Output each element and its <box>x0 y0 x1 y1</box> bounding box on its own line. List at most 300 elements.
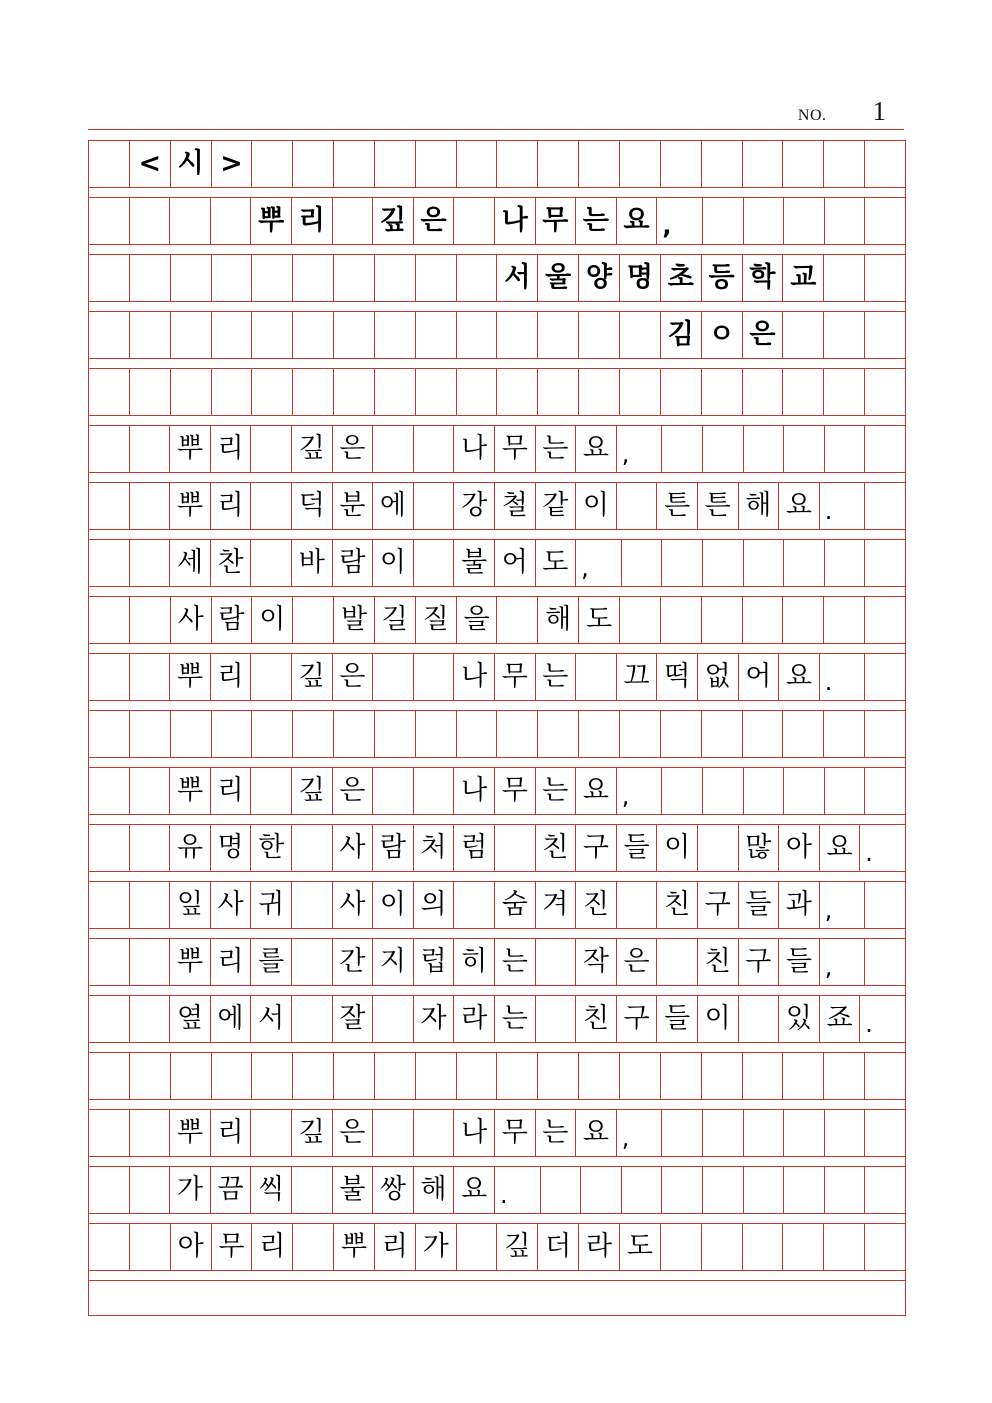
manuscript-cell[interactable] <box>662 540 703 586</box>
manuscript-cell[interactable] <box>416 255 457 301</box>
manuscript-cell[interactable]: 은 <box>333 1110 374 1156</box>
manuscript-cell[interactable] <box>252 1053 293 1099</box>
manuscript-cell[interactable] <box>293 1053 334 1099</box>
manuscript-cell[interactable]: 서 <box>251 996 292 1042</box>
manuscript-cell[interactable]: . <box>820 654 866 700</box>
manuscript-cell[interactable]: 히 <box>454 939 495 985</box>
manuscript-cell[interactable] <box>251 540 292 586</box>
manuscript-cell[interactable]: 이 <box>698 996 739 1042</box>
manuscript-cell[interactable] <box>171 711 212 757</box>
manuscript-cell[interactable] <box>497 711 538 757</box>
manuscript-cell[interactable] <box>620 141 661 187</box>
manuscript-cell[interactable]: 사 <box>333 882 374 928</box>
manuscript-cell[interactable]: 많 <box>739 825 780 871</box>
manuscript-cell[interactable] <box>743 369 784 415</box>
manuscript-cell[interactable]: , <box>617 426 663 472</box>
manuscript-cell[interactable] <box>130 426 171 472</box>
manuscript-cell[interactable] <box>293 369 334 415</box>
manuscript-cell[interactable]: 는 <box>536 426 577 472</box>
manuscript-cell[interactable]: 이 <box>252 597 293 643</box>
manuscript-cell[interactable] <box>130 1224 171 1270</box>
manuscript-cell[interactable] <box>783 1224 824 1270</box>
manuscript-cell[interactable]: 구 <box>698 882 739 928</box>
manuscript-cell[interactable] <box>865 540 905 586</box>
manuscript-cell[interactable] <box>865 768 905 814</box>
manuscript-cell[interactable]: 요 <box>779 483 820 529</box>
manuscript-cell[interactable]: 무 <box>495 768 536 814</box>
manuscript-cell[interactable]: 을 <box>457 597 498 643</box>
manuscript-cell[interactable]: 에 <box>373 483 414 529</box>
manuscript-cell[interactable] <box>702 1053 743 1099</box>
manuscript-cell[interactable] <box>89 654 130 700</box>
manuscript-cell[interactable] <box>251 654 292 700</box>
manuscript-cell[interactable]: 해 <box>414 1167 455 1213</box>
manuscript-cell[interactable]: 불 <box>454 540 495 586</box>
manuscript-cell[interactable] <box>865 426 905 472</box>
manuscript-cell[interactable] <box>865 1110 905 1156</box>
manuscript-cell[interactable] <box>783 141 824 187</box>
manuscript-cell[interactable] <box>416 312 457 358</box>
manuscript-cell[interactable] <box>130 1053 171 1099</box>
manuscript-cell[interactable] <box>130 483 171 529</box>
manuscript-cell[interactable] <box>824 369 865 415</box>
manuscript-cell[interactable] <box>375 711 416 757</box>
manuscript-cell[interactable] <box>89 1110 130 1156</box>
manuscript-cell[interactable] <box>130 597 171 643</box>
manuscript-cell[interactable] <box>865 882 905 928</box>
manuscript-cell[interactable] <box>130 369 171 415</box>
manuscript-cell[interactable] <box>130 312 171 358</box>
manuscript-cell[interactable] <box>617 882 658 928</box>
manuscript-cell[interactable]: 은 <box>743 312 784 358</box>
manuscript-cell[interactable]: 떡 <box>657 654 698 700</box>
manuscript-cell[interactable]: . <box>495 1167 541 1213</box>
manuscript-cell[interactable]: 은 <box>333 768 374 814</box>
manuscript-cell[interactable]: 람 <box>373 825 414 871</box>
manuscript-cell[interactable] <box>865 198 905 244</box>
manuscript-cell[interactable]: 이 <box>576 483 617 529</box>
manuscript-cell[interactable]: 리 <box>375 1224 416 1270</box>
manuscript-cell[interactable] <box>293 312 334 358</box>
manuscript-cell[interactable] <box>784 768 825 814</box>
manuscript-cell[interactable] <box>89 711 130 757</box>
manuscript-cell[interactable] <box>744 1167 785 1213</box>
manuscript-cell[interactable] <box>89 882 130 928</box>
manuscript-cell[interactable] <box>130 768 171 814</box>
manuscript-cell[interactable] <box>579 1053 620 1099</box>
manuscript-cell[interactable]: 끄 <box>617 654 658 700</box>
manuscript-cell[interactable] <box>130 825 171 871</box>
manuscript-cell[interactable]: 요 <box>576 1110 617 1156</box>
manuscript-cell[interactable]: 무 <box>536 198 577 244</box>
manuscript-cell[interactable]: . <box>865 1010 873 1038</box>
manuscript-cell[interactable]: 은 <box>333 654 374 700</box>
manuscript-cell[interactable]: 은 <box>617 939 658 985</box>
manuscript-cell[interactable] <box>416 711 457 757</box>
manuscript-cell[interactable]: 작 <box>576 939 617 985</box>
manuscript-cell[interactable] <box>824 1053 865 1099</box>
manuscript-cell[interactable] <box>89 540 130 586</box>
manuscript-cell[interactable]: 구 <box>617 996 658 1042</box>
manuscript-cell[interactable]: 숨 <box>495 882 536 928</box>
manuscript-cell[interactable] <box>130 711 171 757</box>
manuscript-cell[interactable] <box>89 198 130 244</box>
manuscript-cell[interactable] <box>252 141 293 187</box>
manuscript-cell[interactable]: 친 <box>698 939 739 985</box>
manuscript-cell[interactable]: 바 <box>292 540 333 586</box>
manuscript-cell[interactable]: 사 <box>333 825 374 871</box>
manuscript-cell[interactable] <box>497 369 538 415</box>
manuscript-cell[interactable]: 럼 <box>454 825 495 871</box>
manuscript-cell[interactable]: 이 <box>657 825 698 871</box>
manuscript-cell[interactable] <box>171 255 212 301</box>
manuscript-cell[interactable] <box>334 255 375 301</box>
manuscript-cell[interactable] <box>784 1167 825 1213</box>
manuscript-cell[interactable] <box>744 426 785 472</box>
manuscript-cell[interactable]: 리 <box>211 654 252 700</box>
manuscript-cell[interactable] <box>252 312 293 358</box>
manuscript-cell[interactable]: 한 <box>251 825 292 871</box>
manuscript-cell[interactable]: , <box>657 198 703 244</box>
manuscript-cell[interactable] <box>292 939 333 985</box>
manuscript-cell[interactable] <box>538 711 579 757</box>
manuscript-cell[interactable] <box>414 426 455 472</box>
manuscript-cell[interactable] <box>212 255 253 301</box>
manuscript-cell[interactable]: 아 <box>171 1224 212 1270</box>
manuscript-cell[interactable] <box>743 711 784 757</box>
manuscript-cell[interactable]: 리 <box>292 198 333 244</box>
manuscript-cell[interactable]: 리 <box>211 483 252 529</box>
manuscript-cell[interactable]: 들 <box>739 882 780 928</box>
manuscript-cell[interactable] <box>293 141 334 187</box>
manuscript-cell[interactable] <box>130 255 171 301</box>
manuscript-cell[interactable] <box>334 141 375 187</box>
manuscript-cell[interactable]: 도 <box>620 1224 661 1270</box>
manuscript-cell[interactable] <box>292 1167 333 1213</box>
manuscript-cell[interactable] <box>89 141 130 187</box>
manuscript-cell[interactable] <box>212 369 253 415</box>
manuscript-cell[interactable] <box>373 768 414 814</box>
manuscript-cell[interactable] <box>620 597 661 643</box>
manuscript-cell[interactable] <box>292 882 333 928</box>
manuscript-cell[interactable] <box>457 141 498 187</box>
manuscript-cell[interactable] <box>293 1224 334 1270</box>
manuscript-cell[interactable] <box>865 654 905 700</box>
manuscript-cell[interactable] <box>130 1110 171 1156</box>
manuscript-cell[interactable]: 럽 <box>414 939 455 985</box>
manuscript-cell[interactable] <box>414 1110 455 1156</box>
manuscript-cell[interactable] <box>783 597 824 643</box>
manuscript-cell[interactable] <box>414 654 455 700</box>
manuscript-cell[interactable] <box>414 768 455 814</box>
manuscript-cell[interactable] <box>373 426 414 472</box>
manuscript-cell[interactable]: 뿌 <box>170 939 211 985</box>
manuscript-cell[interactable] <box>661 1053 702 1099</box>
manuscript-cell[interactable] <box>375 312 416 358</box>
manuscript-cell[interactable]: 들 <box>617 825 658 871</box>
manuscript-cell[interactable] <box>784 1110 825 1156</box>
manuscript-cell[interactable] <box>414 483 455 529</box>
manuscript-cell[interactable]: 질 <box>416 597 457 643</box>
manuscript-cell[interactable] <box>334 369 375 415</box>
manuscript-cell[interactable]: 나 <box>454 426 495 472</box>
manuscript-cell[interactable]: 지 <box>373 939 414 985</box>
manuscript-cell[interactable]: 람 <box>212 597 253 643</box>
manuscript-cell[interactable] <box>743 597 784 643</box>
manuscript-cell[interactable] <box>130 939 171 985</box>
manuscript-cell[interactable] <box>825 198 866 244</box>
manuscript-cell[interactable] <box>373 654 414 700</box>
manuscript-cell[interactable]: 깊 <box>292 1110 333 1156</box>
manuscript-cell[interactable]: 뿌 <box>251 198 292 244</box>
manuscript-cell[interactable] <box>293 711 334 757</box>
manuscript-cell[interactable] <box>661 1224 702 1270</box>
manuscript-cell[interactable]: 나 <box>454 1110 495 1156</box>
manuscript-cell[interactable]: 리 <box>211 768 252 814</box>
manuscript-cell[interactable]: 사 <box>171 597 212 643</box>
manuscript-cell[interactable]: 깊 <box>292 426 333 472</box>
manuscript-cell[interactable]: 튼 <box>698 483 739 529</box>
manuscript-cell[interactable] <box>334 1053 375 1099</box>
manuscript-cell[interactable] <box>89 255 130 301</box>
manuscript-cell[interactable] <box>865 483 905 529</box>
manuscript-cell[interactable]: 나 <box>454 654 495 700</box>
manuscript-cell[interactable] <box>89 483 130 529</box>
manuscript-cell[interactable] <box>783 711 824 757</box>
manuscript-cell[interactable]: 가 <box>416 1224 457 1270</box>
manuscript-cell[interactable] <box>375 1053 416 1099</box>
manuscript-cell[interactable]: 튼 <box>657 483 698 529</box>
manuscript-cell[interactable] <box>497 597 538 643</box>
manuscript-cell[interactable] <box>293 597 334 643</box>
manuscript-cell[interactable] <box>333 198 374 244</box>
manuscript-cell[interactable]: 뿌 <box>170 654 211 700</box>
manuscript-cell[interactable] <box>865 255 905 301</box>
manuscript-cell[interactable]: 는 <box>536 768 577 814</box>
manuscript-cell[interactable]: ㅇ <box>702 312 743 358</box>
manuscript-cell[interactable] <box>130 882 171 928</box>
manuscript-cell[interactable] <box>130 198 171 244</box>
manuscript-cell[interactable] <box>536 939 577 985</box>
manuscript-cell[interactable] <box>457 1053 498 1099</box>
manuscript-cell[interactable] <box>334 312 375 358</box>
manuscript-cell[interactable]: 김 <box>661 312 702 358</box>
manuscript-cell[interactable]: 는 <box>576 198 617 244</box>
manuscript-cell[interactable]: 교 <box>783 255 824 301</box>
manuscript-cell[interactable] <box>251 483 292 529</box>
manuscript-cell[interactable] <box>252 369 293 415</box>
manuscript-cell[interactable]: 깊 <box>373 198 414 244</box>
manuscript-cell[interactable]: 없 <box>698 654 739 700</box>
manuscript-cell[interactable] <box>292 825 333 871</box>
manuscript-cell[interactable] <box>457 1224 498 1270</box>
manuscript-cell[interactable] <box>538 369 579 415</box>
manuscript-cell[interactable]: 요 <box>454 1167 495 1213</box>
manuscript-cell[interactable] <box>865 597 905 643</box>
manuscript-cell[interactable]: , <box>617 768 663 814</box>
manuscript-cell[interactable]: 친 <box>657 882 698 928</box>
manuscript-cell[interactable]: 라 <box>579 1224 620 1270</box>
manuscript-cell[interactable]: . <box>820 483 866 529</box>
manuscript-cell[interactable] <box>661 597 702 643</box>
manuscript-cell[interactable]: 에 <box>211 996 252 1042</box>
manuscript-cell[interactable] <box>170 198 211 244</box>
manuscript-cell[interactable] <box>373 996 414 1042</box>
manuscript-cell[interactable]: 겨 <box>536 882 577 928</box>
manuscript-cell[interactable] <box>783 312 824 358</box>
manuscript-cell[interactable] <box>375 369 416 415</box>
manuscript-cell[interactable] <box>703 198 744 244</box>
manuscript-cell[interactable] <box>252 255 293 301</box>
manuscript-cell[interactable] <box>454 198 495 244</box>
manuscript-cell[interactable] <box>662 768 703 814</box>
manuscript-cell[interactable]: 등 <box>702 255 743 301</box>
manuscript-cell[interactable]: 뿌 <box>170 768 211 814</box>
manuscript-cell[interactable]: < <box>130 141 171 187</box>
manuscript-cell[interactable] <box>252 711 293 757</box>
manuscript-cell[interactable] <box>865 1167 905 1213</box>
manuscript-cell[interactable]: 은 <box>333 426 374 472</box>
manuscript-cell[interactable] <box>703 1167 744 1213</box>
manuscript-cell[interactable]: 사 <box>211 882 252 928</box>
manuscript-cell[interactable]: 무 <box>495 654 536 700</box>
manuscript-cell[interactable] <box>579 141 620 187</box>
manuscript-cell[interactable] <box>454 882 495 928</box>
manuscript-cell[interactable]: 초 <box>661 255 702 301</box>
manuscript-cell[interactable] <box>824 597 865 643</box>
manuscript-cell[interactable] <box>538 141 579 187</box>
manuscript-cell[interactable]: 유 <box>170 825 211 871</box>
manuscript-cell[interactable]: 진 <box>576 882 617 928</box>
manuscript-cell[interactable]: 울 <box>538 255 579 301</box>
manuscript-cell[interactable] <box>702 369 743 415</box>
manuscript-cell[interactable] <box>739 996 780 1042</box>
manuscript-cell[interactable]: 발 <box>334 597 375 643</box>
manuscript-cell[interactable]: 찬 <box>211 540 252 586</box>
manuscript-cell[interactable] <box>744 198 785 244</box>
manuscript-cell[interactable]: 자 <box>414 996 455 1042</box>
manuscript-cell[interactable] <box>662 426 703 472</box>
manuscript-cell[interactable]: 은 <box>414 198 455 244</box>
manuscript-cell[interactable] <box>576 654 617 700</box>
manuscript-cell[interactable] <box>497 1053 538 1099</box>
manuscript-cell[interactable] <box>824 141 865 187</box>
manuscript-cell[interactable] <box>865 711 905 757</box>
manuscript-cell[interactable] <box>825 1110 866 1156</box>
manuscript-cell[interactable]: 죠 <box>820 996 861 1042</box>
manuscript-cell[interactable]: 가 <box>170 1167 211 1213</box>
manuscript-cell[interactable]: 간 <box>333 939 374 985</box>
manuscript-cell[interactable] <box>620 312 661 358</box>
manuscript-cell[interactable]: 세 <box>170 540 211 586</box>
manuscript-cell[interactable] <box>130 996 171 1042</box>
manuscript-cell[interactable]: 이 <box>373 540 414 586</box>
manuscript-cell[interactable] <box>743 1224 784 1270</box>
manuscript-cell[interactable] <box>536 996 577 1042</box>
manuscript-cell[interactable] <box>212 312 253 358</box>
manuscript-cell[interactable]: . <box>865 839 873 867</box>
manuscript-cell[interactable] <box>661 711 702 757</box>
manuscript-cell[interactable] <box>865 369 905 415</box>
manuscript-cell[interactable] <box>622 540 663 586</box>
manuscript-cell[interactable] <box>457 312 498 358</box>
manuscript-cell[interactable] <box>662 1110 703 1156</box>
manuscript-cell[interactable]: 요 <box>779 654 820 700</box>
manuscript-cell[interactable] <box>171 1053 212 1099</box>
manuscript-cell[interactable]: 구 <box>739 939 780 985</box>
manuscript-cell[interactable]: 잎 <box>170 882 211 928</box>
manuscript-cell[interactable]: 구 <box>576 825 617 871</box>
manuscript-cell[interactable] <box>702 597 743 643</box>
manuscript-cell[interactable]: 불 <box>333 1167 374 1213</box>
manuscript-cell[interactable]: 이 <box>373 882 414 928</box>
manuscript-cell[interactable] <box>825 426 866 472</box>
manuscript-cell[interactable]: 들 <box>779 939 820 985</box>
manuscript-cell[interactable]: 는 <box>536 654 577 700</box>
manuscript-cell[interactable]: 쌍 <box>373 1167 414 1213</box>
manuscript-cell[interactable]: 양 <box>579 255 620 301</box>
manuscript-cell[interactable] <box>743 1053 784 1099</box>
manuscript-cell[interactable] <box>212 711 253 757</box>
manuscript-cell[interactable] <box>825 768 866 814</box>
manuscript-cell[interactable]: 있 <box>779 996 820 1042</box>
manuscript-cell[interactable] <box>703 540 744 586</box>
manuscript-cell[interactable] <box>457 255 498 301</box>
manuscript-cell[interactable] <box>657 939 698 985</box>
manuscript-cell[interactable]: 해 <box>538 597 579 643</box>
manuscript-cell[interactable]: 덕 <box>292 483 333 529</box>
manuscript-cell[interactable] <box>89 426 130 472</box>
manuscript-cell[interactable] <box>171 369 212 415</box>
manuscript-cell[interactable]: 의 <box>414 882 455 928</box>
manuscript-cell[interactable]: 해 <box>739 483 780 529</box>
manuscript-cell[interactable]: 같 <box>536 483 577 529</box>
manuscript-cell[interactable]: 깊 <box>292 654 333 700</box>
manuscript-cell[interactable]: 뿌 <box>170 1110 211 1156</box>
manuscript-cell[interactable]: 라 <box>454 996 495 1042</box>
manuscript-cell[interactable]: 무 <box>495 1110 536 1156</box>
manuscript-cell[interactable] <box>698 825 739 871</box>
manuscript-cell[interactable] <box>824 1224 865 1270</box>
manuscript-cell[interactable] <box>865 312 905 358</box>
manuscript-cell[interactable] <box>497 312 538 358</box>
manuscript-cell[interactable] <box>620 1053 661 1099</box>
manuscript-cell[interactable] <box>89 1167 130 1213</box>
manuscript-cell[interactable]: 요 <box>576 426 617 472</box>
manuscript-cell[interactable] <box>581 1167 622 1213</box>
manuscript-cell[interactable] <box>784 540 825 586</box>
manuscript-cell[interactable]: 람 <box>333 540 374 586</box>
manuscript-cell[interactable]: 는 <box>495 939 536 985</box>
manuscript-cell[interactable]: 깊 <box>497 1224 538 1270</box>
manuscript-cell[interactable]: 시 <box>171 141 212 187</box>
manuscript-cell[interactable] <box>783 1053 824 1099</box>
manuscript-cell[interactable]: 들 <box>657 996 698 1042</box>
manuscript-cell[interactable]: 나 <box>495 198 536 244</box>
manuscript-cell[interactable]: 도 <box>536 540 577 586</box>
manuscript-cell[interactable]: 뿌 <box>170 426 211 472</box>
manuscript-cell[interactable] <box>865 1224 905 1270</box>
manuscript-cell[interactable] <box>622 1167 663 1213</box>
manuscript-cell[interactable]: 과 <box>779 882 820 928</box>
manuscript-cell[interactable] <box>783 369 824 415</box>
manuscript-cell[interactable]: 명 <box>620 255 661 301</box>
manuscript-cell[interactable]: 철 <box>495 483 536 529</box>
manuscript-cell[interactable] <box>89 597 130 643</box>
manuscript-cell[interactable]: 씩 <box>251 1167 292 1213</box>
manuscript-cell[interactable]: 아 <box>779 825 820 871</box>
manuscript-cell[interactable]: , <box>820 939 866 985</box>
